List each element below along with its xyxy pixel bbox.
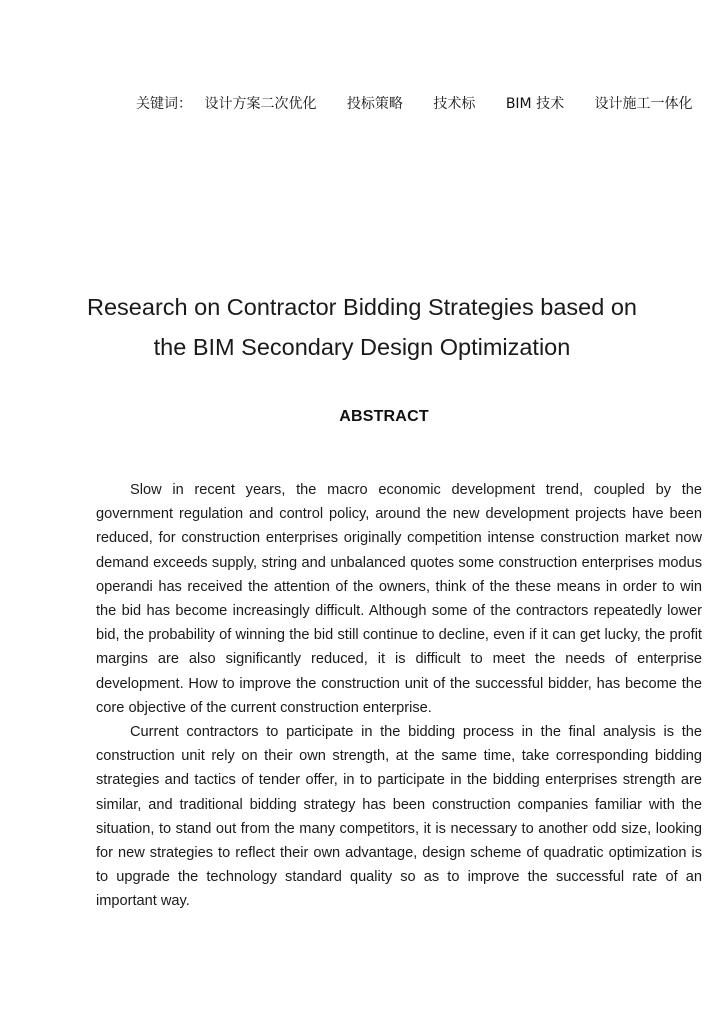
keywords-label: 关键词： (136, 96, 192, 112)
abstract-paragraph: Slow in recent years, the macro economic development trend, coupled by the government regulation and control policy, around the new development projects have been reduced, for construction enterprises originally competition intense construction market now demand exceeds supply, string and unbalanced quotes some construction enterprises modus operandi has received the attention of the owners, think of the these means in order to win the bid has become increasingly difficult. Although some of the contractors repeatedly lower bid, the probability of winning the bid still continue to decline, even if it can get lucky, the profit margins are also significantly reduced, it is difficult to meet the needs of enterprise development. How to improve the construction unit of the successful bidder, has become the core objective of the current construction enterprise. (96, 482, 702, 716)
paper-title (0, 287, 724, 367)
keyword-item: BIM 技术 (505, 96, 565, 112)
abstract-body (96, 478, 702, 914)
keyword-item: 设计方案二次优化 (204, 96, 317, 112)
keyword-item: 设计施工一体化 (594, 96, 693, 112)
abstract-paragraph: Current contractors to participate in the bidding process in the final analysis is the construction unit rely on their own strength, at the same time, take corresponding bidding strategies and tactics of tender offer, in to participate in the bidding enterprises strength are similar, and traditional bidding strategy has been construction companies familiar with the situation, to stand out from the many competitors, it is necessary to another odd size, looking for new strategies to reflect their own advantage, design scheme of quadratic optimization is to upgrade the technology standard quality so as to improve the successful rate of an important way. (96, 724, 702, 910)
keyword-item: 技术标 (433, 96, 476, 112)
paper-title-line-1: Research on Contractor Bidding Strategies based on (87, 294, 637, 320)
paper-title-line-2: the BIM Secondary Design Optimization (153, 334, 571, 360)
keywords-section (96, 92, 696, 117)
keyword-item: 投标策略 (346, 96, 403, 112)
abstract-heading: ABSTRACT (339, 408, 429, 425)
